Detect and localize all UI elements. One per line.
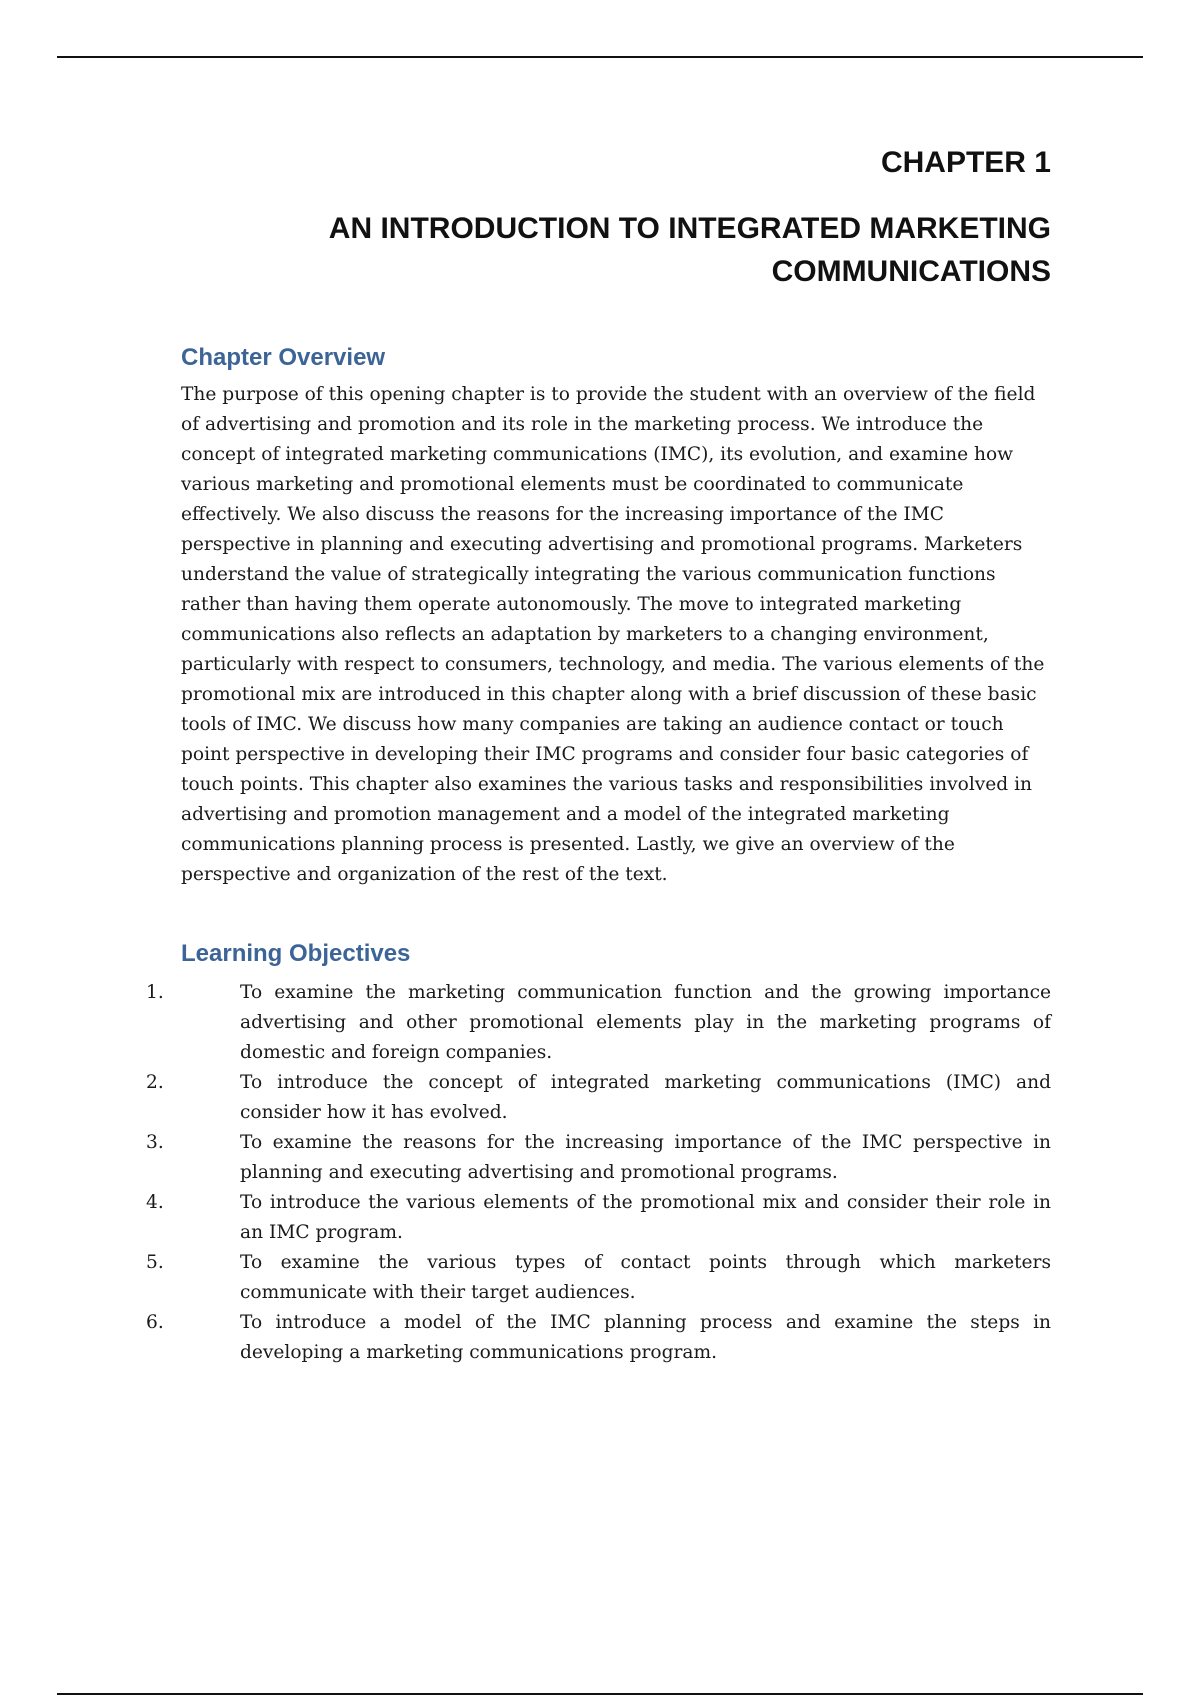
chapter-overview-heading: Chapter Overview bbox=[181, 344, 386, 371]
learning-objectives-heading: Learning Objectives bbox=[181, 940, 411, 967]
objective-number: 1. bbox=[146, 982, 164, 1003]
objective-number: 3. bbox=[146, 1132, 164, 1153]
objective-text: To examine the marketing communication function and the growing importance advertising and other promotional elements play in the marketing programs of domestic and foreign companies. bbox=[240, 982, 1051, 1063]
objective-text: To examine the reasons for the increasing importance of the IMC perspective in planning and executing advertising and promotional programs. bbox=[240, 1132, 1051, 1183]
objective-text: To introduce the various elements of the promotional mix and consider their role in an IMC program. bbox=[240, 1192, 1051, 1243]
footer-rule bbox=[57, 1693, 1143, 1695]
objective-item bbox=[140, 1308, 1051, 1368]
objective-number: 6. bbox=[146, 1312, 164, 1333]
header-rule bbox=[57, 56, 1143, 58]
objective-number: 5. bbox=[146, 1252, 164, 1273]
objective-text: To examine the various types of contact points through which marketers communicate with their target audiences. bbox=[240, 1252, 1051, 1303]
objective-text: To introduce a model of the IMC planning process and examine the steps in developing a marketing communications program. bbox=[240, 1312, 1051, 1363]
objective-item bbox=[140, 1068, 1051, 1128]
chapter-title: AN INTRODUCTION TO INTEGRATED MARKETING COMMUNICATIONS bbox=[328, 212, 1051, 288]
objective-item bbox=[140, 1248, 1051, 1308]
objective-item bbox=[140, 1128, 1051, 1188]
objective-text: To introduce the concept of integrated marketing communications (IMC) and consider how it has evolved. bbox=[240, 1072, 1051, 1123]
objective-item bbox=[140, 1188, 1051, 1248]
chapter-label: CHAPTER 1 bbox=[880, 146, 1051, 179]
objective-number: 4. bbox=[146, 1192, 164, 1213]
objective-item bbox=[140, 978, 1051, 1068]
objective-number: 2. bbox=[146, 1072, 164, 1093]
chapter-overview-paragraph: The purpose of this opening chapter is to provide the student with an overview of the field of advertising and promotion and its role in the marketing process. We introduce the concept of integrated marketing communications (IMC), its evolution, and examine how various marketing and promotional elements must be coordinated to communicate effectively. We also discuss the reasons for the increasing importance of the IMC perspective in planning and executing advertising and promotional programs. Marketers understand the value of strategically integrating the various communication functions rather than having them operate autonomously. The move to integrated marketing communications also reflects an adaptation by marketers to a changing environment, particularly with respect to consumers, technology, and media. The various elements of the promotional mix are introduced in this chapter along with a brief discussion of these basic tools of IMC. We discuss how many companies are taking an audience contact or touch point perspective in developing their IMC programs and consider four basic categories of touch points. This chapter also examines the various tasks and responsibilities involved in advertising and promotion management and a model of the integrated marketing communications planning process is presented. Lastly, we give an overview of the perspective and organization of the rest of the text. bbox=[181, 384, 1045, 885]
learning-objectives-list bbox=[140, 978, 1051, 1368]
